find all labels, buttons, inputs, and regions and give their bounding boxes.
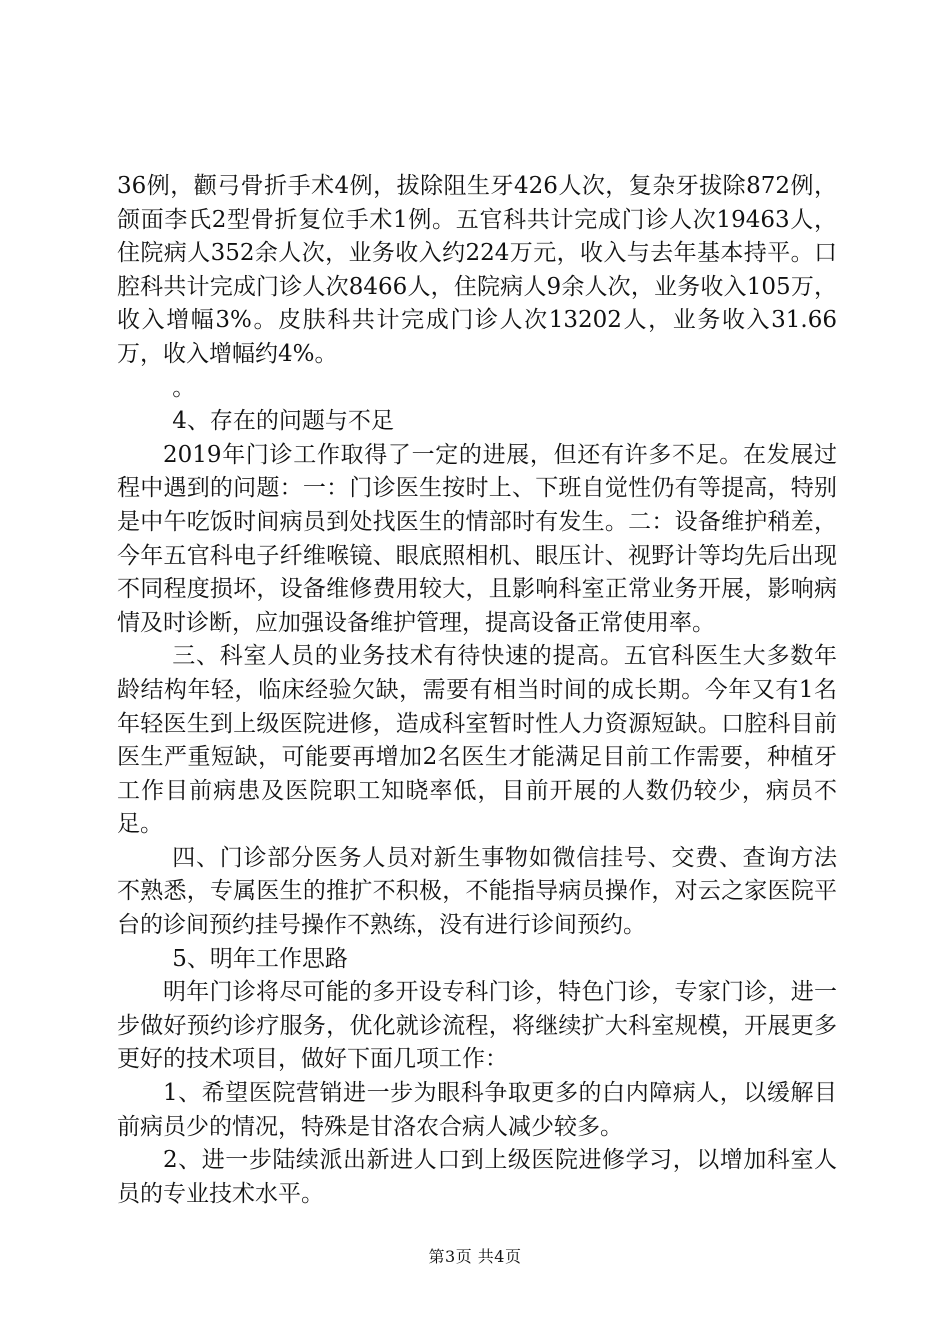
list-item-1: 1、希望医院营销进一步为眼科争取更多的白内障病人，以缓解目前病员少的情况，特殊是甘洛农合病人减少较多。 [117, 1080, 837, 1140]
paragraph-problems-overview: 2019年门诊工作取得了一定的进展，但还有许多不足。在发展过程中遇到的问题：一：门诊医生按时上、下班自觉性仍有等提高，特别是中午吃饭时间病员到处找医生的情部时有发生。二：设备维护稍差，今年五官科电子纤维喉镜、眼底照相机、眼压计、视野计等均先后出现不同程度损坏，设备维修费用较大，且影响科室正常业务开展，影响病情及时诊断，应加强设备维护管理，提高设备正常使用率。 [117, 441, 837, 636]
list-item-2: 2、进一步陆续派出新进人口到上级医院进修学习，以增加科室人员的专业技术水平。 [117, 1147, 837, 1207]
document-body [117, 170, 837, 1211]
paragraph-new-services: 四、门诊部分医务人员对新生事物如微信挂号、交费、查询方法不熟悉，专属医生的推扩不积极，不能指导病员操作，对云之家医院平台的诊间预约挂号操作不熟练，没有进行诊间预约。 [117, 844, 837, 939]
paragraph-next-year-plan: 明年门诊将尽可能的多开设专科门诊，特色门诊，专家门诊，进一步做好预约诊疗服务，优化就诊流程，将继续扩大科室规模，开展更多更好的技术项目，做好下面几项工作： [117, 979, 837, 1073]
section-heading-problems: 4、存在的问题与不足 [172, 408, 394, 435]
paragraph-staff-skills: 三、科室人员的业务技术有待快速的提高。五官科医生大多数年龄结构年轻，临床经验欠缺，需要有相当时间的成长期。今年又有1名年轻医生到上级医院进修，造成科室暂时性人力资源短缺。口腔科目前医生严重短缺，可能要再增加2名医生才能满足目前工作需要，种植牙工作目前病患及医院职工知晓率低，目前开展的人数仍较少，病员不足。 [117, 643, 837, 838]
paragraph-stray-mark: 。 [172, 374, 196, 401]
page-footer: 第3页 共4页 [428, 1247, 522, 1266]
paragraph-statistics: 36例，颧弓骨折手术4例，拔除阻生牙426人次，复杂牙拔除872例，颌面李氏2型骨折复位手术1例。五官科共计完成门诊人次19463人，住院病人352余人次，业务收入约224万元，收入与去年基本持平。口腔科共计完成门诊人次8466人，住院病人9余人次，业务收入105万，收入增幅3%。皮肤科共计完成门诊人次13202人，业务收入31.66万，收入增幅约4%。 [117, 173, 837, 367]
section-heading-next-year: 5、明年工作思路 [172, 945, 348, 972]
